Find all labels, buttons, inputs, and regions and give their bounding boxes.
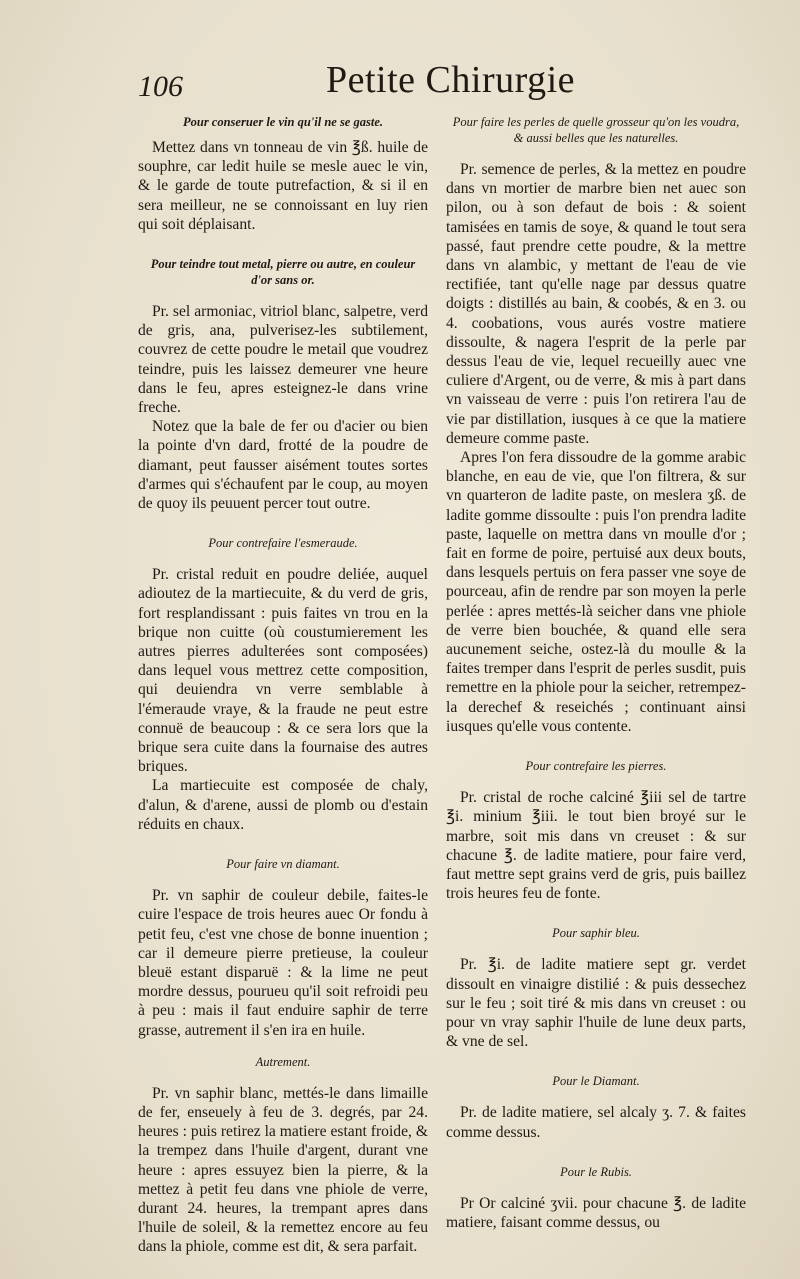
recipe-paragraph: Pr Or calciné ʒvii. pour chacune ℥. de ladite matiere, faisant comme dessus, ou [446,1194,746,1231]
recipe-paragraph: Pr. vn saphir blanc, mettés-le dans limaille de fer, enseuely à feu de 3. degrés, par 24. heures : puis retirez la matiere estant froide, & la trempez dans l'huile d'argent, durant vne heure : apres essuyez bien la pierre, & la mettez à petit feu dans vne phiole de verre, durant 24. heures, la trempant apres dans l'huile de soleil, & la remettez encore au feu dans la phiole, comme est dit, & sera parfait. [138,1084,428,1256]
recipe-paragraph: Pr. vn saphir de couleur debile, faites-le cuire l'espace de trois heures auec Or fondu à petit feu, c'est vne chose de bonne inuention ; car il demeure pierre pretieuse, la couleur bleuë estant disparuë : & la lime ne peut mordre dessus, pourueu qu'il soit refroidi peu à peu : mais il faut enduire saphir de terre grasse, autrement il s'en ira en huile. [138,887,428,1039]
right-column [446,114,746,1232]
recipe-paragraph: Pr. sel armoniac, vitriol blanc, salpetre, verd de gris, ana, pulverisez-les subtilement, couvrez de cette poudre le metail que voudrez teindre, puis les laissez demeurer vne heure dans le feu, apres esteignez-le dans vrine freche. [138,303,428,417]
recipe-paragraph: Apres l'on fera dissoudre de la gomme arabic blanche, en eau de vie, que l'on filtrera, & sur vn quarteron de ladite paste, on meslera ʒß. de ladite gomme dissoulte : puis l'on prendra ladite paste, laquelle on mettra dans vn moulle d'or ; fait en forme de poire, pertuisé aux deux bouts, dans lesquels pertuis on fera passer vne soye de pourceau, afin de rendre par son moyen la perle perlée : apres mettés-là seicher dans vne phiole de verre bien bouchée, & quand elle sera aucunement seiche, ostez-là du moulle & la faites tremper dans l'esprit de perles susdit, puis remettre en la phiole pour la seicher, retrempez-la derechef & reseichés ; continuant ainsi iusques qu'elle vous contente. [446,449,746,735]
recipe-heading: Pour contrefaire les pierres. [525,759,667,774]
running-title: Petite Chirurgie [326,59,575,101]
recipe-heading: Pour saphir bleu. [552,926,640,941]
recipe-paragraph: Notez que la bale de fer ou d'acier ou bien la pointe d'vn dard, frotté de la poudre de diamant, peut fausser aisément toutes sortes d'armes qui s'échaufent par le coup, au moyen de quoy ils peuuent percer tout outre. [138,418,428,513]
recipe-heading: Pour faire vn diamant. [226,857,340,872]
recipe-heading: Autrement. [255,1054,311,1069]
recipe-paragraph: Pr. ℥i. de ladite matiere sept gr. verdet dissoult en vinaigre distilié : & puis dessechez sur le feu ; soit tiré & mis dans vn creuset : ou pour vn vray saphir l'huile de lune deux parts, & vne de sel. [446,956,746,1051]
recipe-paragraph: Pr. cristal de roche calciné ℥iii sel de tartre ℥i. minium ℥iii. le tout bien broyé sur le marbre, soit mis dans vn creuset : & sur chacune ℥. de ladite matiere, pour faire verd, faut mettre sept grains verd de gris, puis baillez trois heures feu de fonte. [446,789,746,903]
recipe-paragraph: Pr. cristal reduit en poudre deliée, auquel adioutez de la martiecuite, & du verd de gris, fort resplandissant : puis faites vn trou en la brique non cuitte (où coustumierement les autres pierres adulterées sont composées) dans lequel vous mettrez cette composition, qui deuiendra vn verre semblable à l'émeraude vraye, & la fraude ne peut estre connuë de beaucoup : & ce sera lors que la brique sera cuite dans la fournaise des autres briques. [138,566,428,776]
recipe-paragraph: La martiecuite est composée de chaly, d'alun, & d'arene, aussi de plomb ou d'estain réduits en chaux. [138,777,428,833]
recipe-heading: Pour le Diamant. [552,1074,640,1089]
recipe-paragraph: Pr. de ladite matiere, sel alcaly ʒ. 7. & faites comme dessus. [446,1104,746,1141]
recipe-paragraph: Mettez dans vn tonneau de vin ℥ß. huile de souphre, car ledit huile se mesle auec le vin, & le garde de toute putrefaction, & si il en sera meilleur, ne se connoissant en luy rien qui soit déplaisant. [138,139,428,233]
recipe-heading: Pour le Rubis. [560,1164,632,1179]
recipe-heading: Pour teindre tout metal, pierre ou autre, en couleur d'or sans or. [150,257,416,288]
recipe-heading: Pour conseruer le vin qu'il ne se gaste. [182,115,383,129]
page-header [138,58,658,108]
page-number: 106 [138,70,183,103]
recipe-heading: Pour faire les perles de quelle grosseur qu'on les voudra, & aussi belles que les naturelles. [452,115,740,145]
recipe-heading: Pour contrefaire l'esmeraude. [208,536,358,551]
recipe-paragraph: Pr. semence de perles, & la mettez en poudre dans vn mortier de marbre bien net auec son pilon, ou à son defaut de bois : & soient tamisées en tamis de soye, & quand le tout sera passé, faut prendre cette poudre, & la mettre dans vn alambic, y mettant de l'eau de vie rectifiée, tant qu'elle nage par dessus quatre doigts : distillés au bain, & coobés, & en 3. ou 4. coobations, vous aurés vostre matiere dissoulte, & nagera l'esprit de la perle par dessus l'eau de vie, lequel recueilly auec vne culiere d'Argent, ou de verre, & mis à part dans vn vaisseau de verre : puis l'on retirera l'au de vie par distillation, iusques à ce que la matiere demeure comme paste. [446,161,746,447]
left-column [138,114,428,1257]
